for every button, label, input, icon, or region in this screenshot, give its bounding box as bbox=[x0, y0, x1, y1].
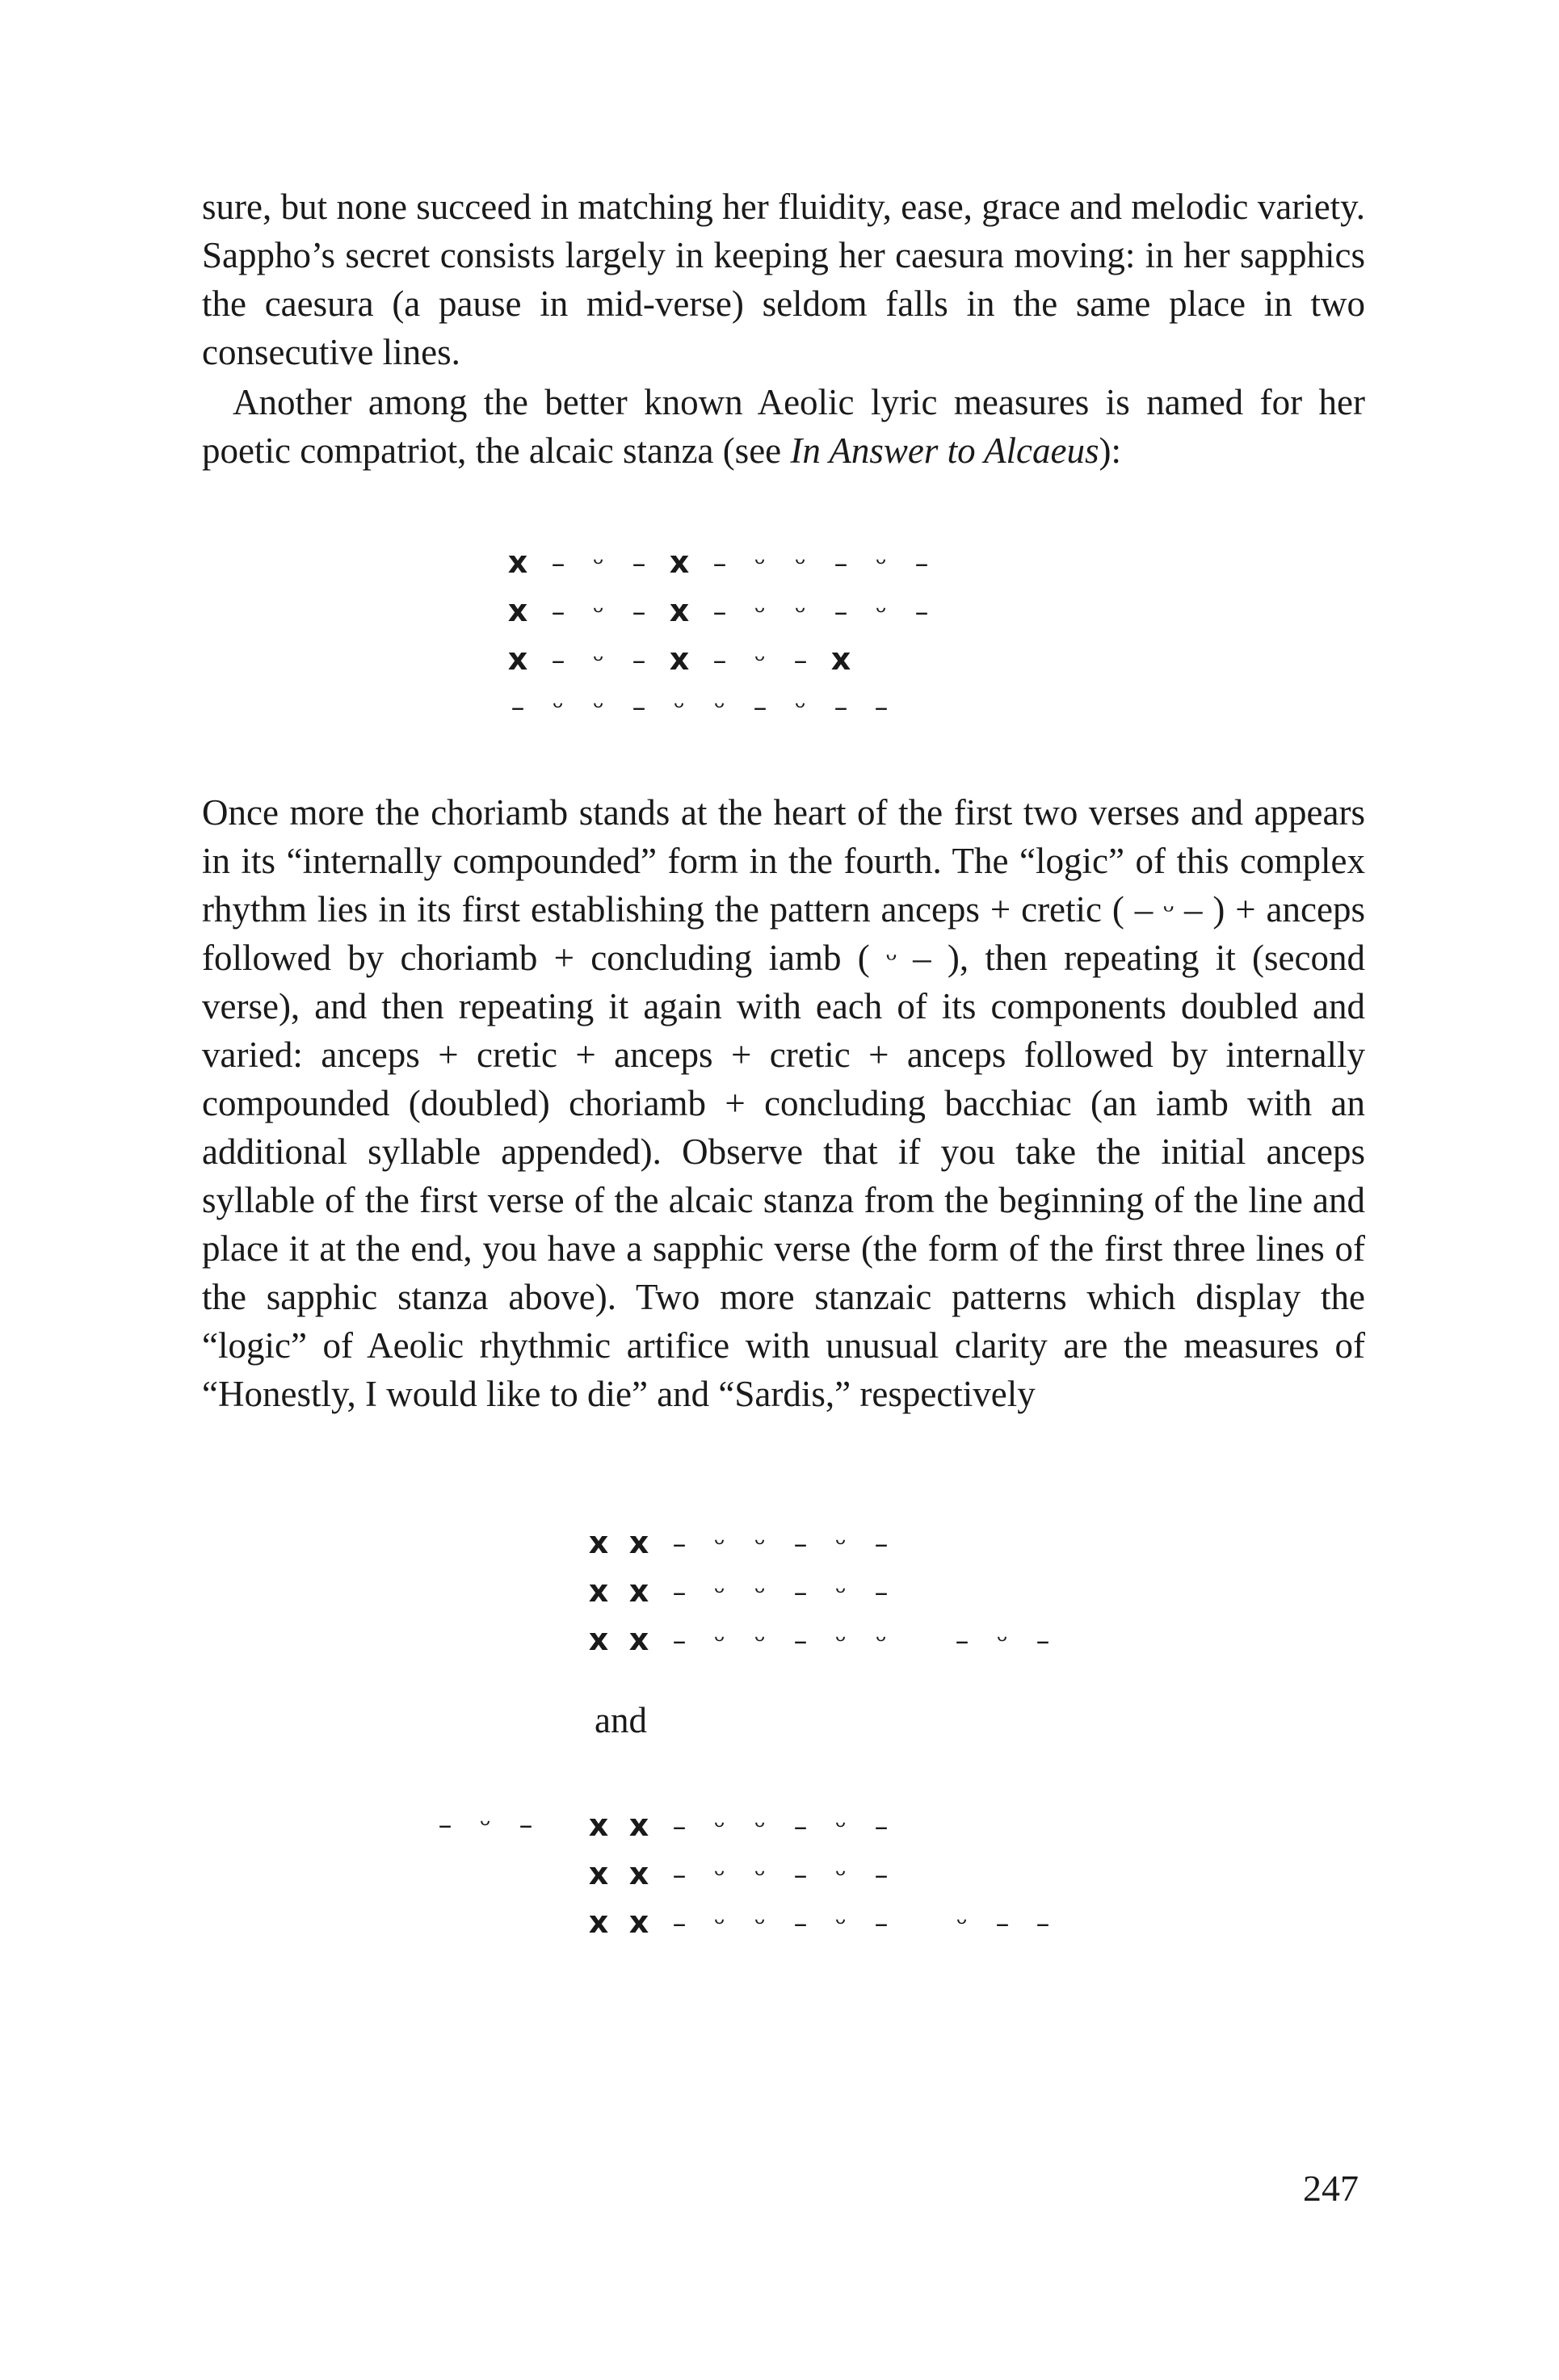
meter-mark: ᵕ bbox=[754, 1528, 767, 1560]
meter-mark: – bbox=[874, 1576, 889, 1609]
meter-mark: – bbox=[712, 596, 727, 628]
meter-mark: – bbox=[793, 1576, 808, 1609]
paragraph-text bbox=[202, 378, 1365, 475]
meter-mark: – bbox=[874, 1908, 889, 1940]
page-number: 247 bbox=[1303, 2168, 1359, 2209]
alcaic-scheme-line-1 bbox=[498, 538, 942, 586]
meter-mark: ᵕ bbox=[875, 596, 888, 628]
alcaic-scheme-line-2 bbox=[498, 586, 942, 635]
text-run: ): bbox=[1099, 430, 1121, 471]
meter-mark: – bbox=[632, 548, 646, 580]
meter-mark: ᵕ bbox=[875, 1625, 888, 1657]
meter-mark: x bbox=[669, 641, 690, 677]
meter-mark: – bbox=[793, 1859, 808, 1891]
paragraph-alcaic-intro bbox=[202, 378, 1365, 475]
meter-mark: ᵕ bbox=[552, 691, 565, 724]
meter-mark: – bbox=[632, 691, 646, 724]
meter-mark: ᵕ bbox=[956, 1908, 969, 1940]
meter-mark: – bbox=[1036, 1908, 1050, 1940]
meter-mark: – bbox=[914, 596, 929, 628]
meter-mark: – bbox=[712, 548, 727, 580]
meter-mark: – bbox=[672, 1528, 687, 1560]
meter-mark: – bbox=[874, 1859, 889, 1891]
meter-mark: – bbox=[793, 1811, 808, 1843]
meter-mark: – bbox=[753, 691, 767, 724]
meter-mark: x bbox=[628, 1807, 649, 1843]
meter-mark: – bbox=[874, 1528, 889, 1560]
meter-mark: x bbox=[628, 1856, 649, 1891]
meter-mark: ᵕ bbox=[754, 1811, 767, 1843]
meter-mark: – bbox=[834, 548, 848, 580]
meter-mark: ᵕ bbox=[713, 1908, 726, 1940]
meter-mark: ᵕ bbox=[754, 1859, 767, 1891]
meter-mark: – bbox=[672, 1908, 687, 1940]
meter-mark: x bbox=[628, 1622, 649, 1657]
meter-mark: ᵕ bbox=[875, 548, 888, 580]
meter-mark: – bbox=[955, 1625, 969, 1657]
alcaic-scheme-line-3 bbox=[498, 635, 861, 683]
meter-mark: – bbox=[672, 1811, 687, 1843]
sardis-scheme-line-1 bbox=[578, 1801, 901, 1849]
meter-mark: ᵕ bbox=[713, 691, 726, 724]
meter-mark: – bbox=[632, 596, 646, 628]
honestly-scheme-line-1 bbox=[578, 1518, 901, 1567]
meter-mark: x bbox=[507, 593, 528, 628]
meter-mark: – bbox=[551, 548, 565, 580]
meter-mark: ᵕ bbox=[834, 1811, 847, 1843]
meter-mark: – bbox=[511, 691, 525, 724]
meter-mark: ᵕ bbox=[754, 1576, 767, 1609]
meter-mark: – bbox=[874, 1811, 889, 1843]
text-run: Another among the better known Aeolic lyric measures is named for her poetic compatriot, the alcaic stanza (see bbox=[202, 382, 1365, 471]
meter-mark: ᵕ bbox=[713, 1811, 726, 1843]
meter-mark: x bbox=[588, 1856, 609, 1891]
meter-mark: x bbox=[628, 1904, 649, 1940]
meter-mark: ᵕ bbox=[794, 691, 807, 724]
meter-mark: – bbox=[793, 1908, 808, 1940]
meter-mark: – bbox=[834, 691, 848, 724]
meter-mark: ᵕ bbox=[713, 1625, 726, 1657]
meter-mark: ᵕ bbox=[834, 1908, 847, 1940]
meter-mark: ᵕ bbox=[713, 1528, 726, 1560]
meter-mark: ᵕ bbox=[592, 548, 605, 580]
meter-mark: – bbox=[672, 1576, 687, 1609]
meter-mark: ᵕ bbox=[479, 1809, 492, 1841]
meter-mark: ᵕ bbox=[754, 548, 767, 580]
honestly-scheme-line-2 bbox=[578, 1567, 901, 1615]
meter-mark: ᵕ bbox=[834, 1576, 847, 1609]
connector-word: and bbox=[595, 1700, 647, 1740]
meter-mark: ᵕ bbox=[713, 1576, 726, 1609]
meter-mark: – bbox=[672, 1859, 687, 1891]
sardis-scheme-line-2 bbox=[578, 1849, 901, 1898]
honestly-scheme-line-3 bbox=[578, 1615, 1063, 1664]
meter-mark: – bbox=[1036, 1625, 1050, 1657]
meter-mark: ᵕ bbox=[834, 1528, 847, 1560]
meter-mark: – bbox=[712, 644, 727, 677]
meter-mark: – bbox=[793, 644, 808, 677]
meter-mark: ᵕ bbox=[592, 644, 605, 677]
paragraph-sapphic-caesura bbox=[202, 183, 1365, 376]
meter-mark: x bbox=[588, 1807, 609, 1843]
meter-mark: – bbox=[438, 1809, 452, 1841]
meter-mark: ᵕ bbox=[996, 1625, 1009, 1657]
meter-mark: – bbox=[793, 1528, 808, 1560]
sardis-scheme-prefix bbox=[425, 1801, 546, 1849]
meter-mark: – bbox=[834, 596, 848, 628]
meter-mark: – bbox=[793, 1625, 808, 1657]
meter-mark: ᵕ bbox=[754, 644, 767, 677]
meter-mark: – bbox=[672, 1625, 687, 1657]
meter-mark: ᵕ bbox=[794, 548, 807, 580]
meter-mark: x bbox=[507, 544, 528, 580]
meter-mark: x bbox=[669, 593, 690, 628]
meter-mark: x bbox=[588, 1622, 609, 1657]
meter-mark: – bbox=[914, 548, 929, 580]
meter-mark: ᵕ bbox=[754, 1908, 767, 1940]
meter-mark: x bbox=[830, 641, 851, 677]
meter-mark: x bbox=[628, 1573, 649, 1609]
sardis-scheme-line-3 bbox=[578, 1898, 1063, 1946]
meter-mark: ᵕ bbox=[713, 1859, 726, 1891]
meter-mark: – bbox=[519, 1809, 533, 1841]
meter-mark: x bbox=[588, 1573, 609, 1609]
meter-mark: – bbox=[874, 691, 889, 724]
meter-mark: – bbox=[632, 644, 646, 677]
meter-mark: ᵕ bbox=[834, 1625, 847, 1657]
meter-mark: x bbox=[507, 641, 528, 677]
meter-mark: ᵕ bbox=[794, 596, 807, 628]
meter-mark: x bbox=[588, 1525, 609, 1560]
meter-mark: x bbox=[669, 544, 690, 580]
poem-title-reference: In Answer to Alcaeus bbox=[790, 430, 1099, 471]
meter-mark: ᵕ bbox=[754, 596, 767, 628]
meter-mark: x bbox=[588, 1904, 609, 1940]
meter-mark: – bbox=[551, 596, 565, 628]
alcaic-scheme-line-4 bbox=[498, 683, 901, 732]
paragraph-choriamb-logic bbox=[202, 788, 1365, 1418]
meter-mark: – bbox=[551, 644, 565, 677]
meter-mark: ᵕ bbox=[592, 596, 605, 628]
meter-mark: ᵕ bbox=[673, 691, 686, 724]
meter-mark: – bbox=[995, 1908, 1010, 1940]
meter-mark: x bbox=[628, 1525, 649, 1560]
meter-mark: ᵕ bbox=[834, 1859, 847, 1891]
paragraph-text: sure, but none succeed in matching her fluidity, ease, grace and melodic variety. Sappho’s secret consists largely in keeping her caesura moving: in her sapphics the caesura (a pause in mid-verse) seldom falls in the same place in two consecutive lines. bbox=[202, 187, 1365, 372]
meter-mark: ᵕ bbox=[592, 691, 605, 724]
paragraph-text: Once more the choriamb stands at the heart of the first two verses and appears in its “internally compounded” form in the fourth. The “logic” of this complex rhythm lies in its first establishing the pattern anceps + cretic ( – ᵕ – ) + anceps followed by choriamb + concluding iamb ( ᵕ – ), then repeating it (second verse), and then repeating it again with each of its components doubled and varied: anceps + cretic + anceps + cretic + anceps followed by internally compounded (doubled) choriamb + concluding bacchiac (an iamb with an additional syllable appended). Observe that if you take the initial anceps syllable of the first verse of the alcaic stanza from the beginning of the line and place it at the end, you have a sapphic verse (the form of the first three lines of the sapphic stanza above). Two more stanzaic patterns which display the “logic” of Aeolic rhythmic artifice with unusual clarity are the measures of “Honestly, I would like to die” and “Sardis,” respectively bbox=[202, 792, 1365, 1414]
meter-mark: ᵕ bbox=[754, 1625, 767, 1657]
